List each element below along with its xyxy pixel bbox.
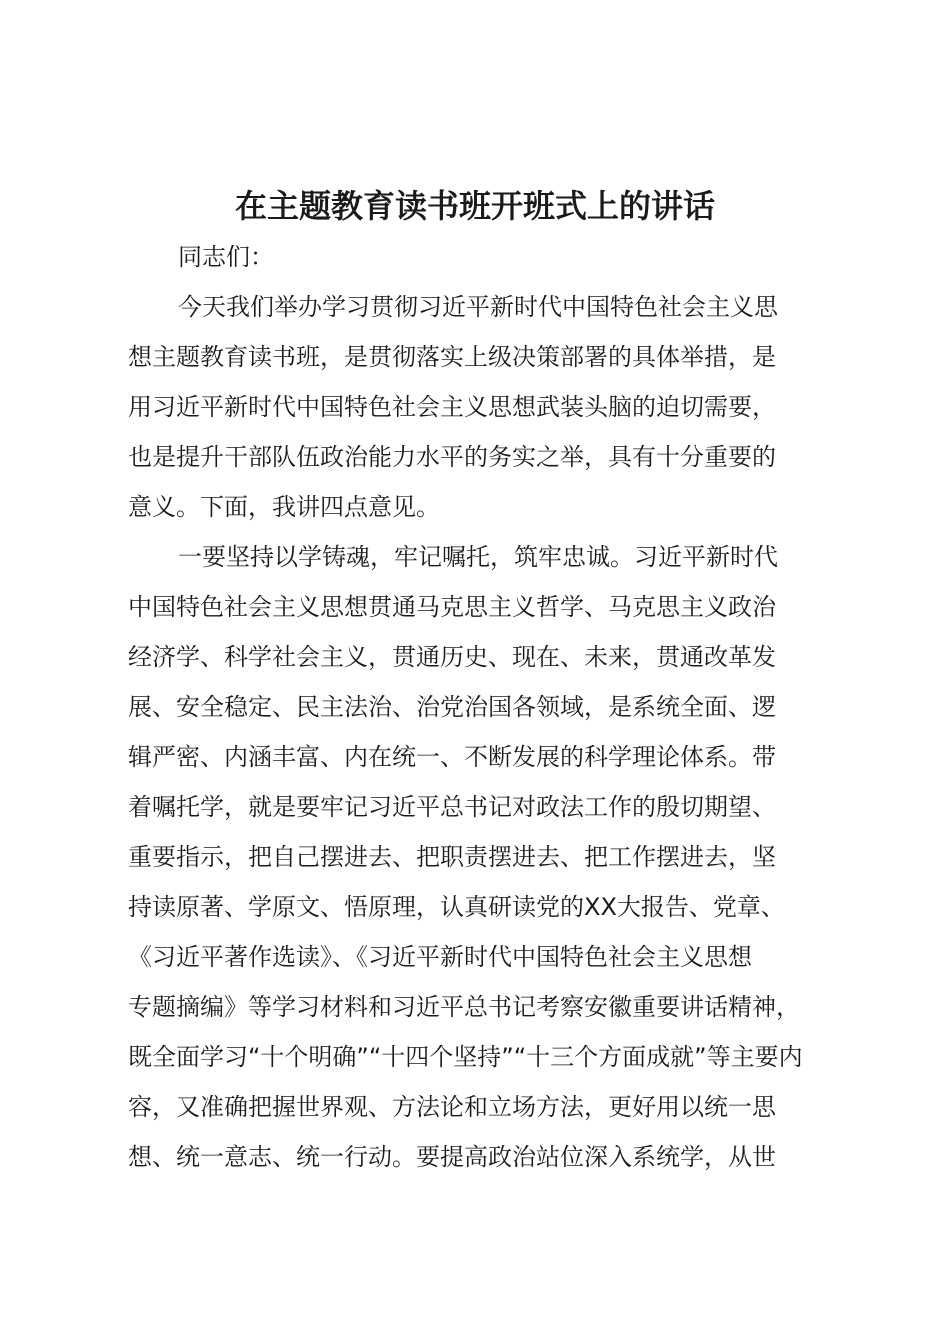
paragraph-line: 中国特色社会主义思想贯通马克思主义哲学、马克思主义政治 [128, 593, 776, 621]
paragraph-line: 展、安全稳定、民主法治、治党治国各领域，是系统全面、逻 [128, 693, 776, 721]
paragraph-line: 着嘱托学，就是要牢记习近平总书记对政法工作的殷切期望、 [128, 793, 776, 821]
paragraph-line: 想、统一意志、统一行动。要提高政治站位深入系统学，从世 [128, 1143, 776, 1171]
paragraph-line: 也是提升干部队伍政治能力水平的务实之举，具有十分重要的 [128, 443, 776, 471]
paragraph-line: 重要指示，把自己摆进去、把职责摆进去、把工作摆进去，坚 [128, 843, 776, 871]
paragraph-line: 容，又准确把握世界观、方法论和立场方法，更好用以统一思 [128, 1093, 776, 1121]
paragraph-line: 持读原著、学原文、悟原理，认真研读党的XX大报告、党章、 [128, 893, 785, 921]
paragraph-line: 既全面学习“十个明确”“十四个坚持”“十三个方面成就”等主要内 [128, 1043, 803, 1071]
document-title: 在主题教育读书班开班式上的讲话 [234, 187, 715, 225]
paragraph-line: 一要坚持以学铸魂，牢记嘱托，筑牢忠诚。习近平新时代 [178, 543, 778, 571]
document-body [128, 232, 828, 1182]
paragraph-line: 专题摘编》等学习材料和习近平总书记考察安徽重要讲话精神， [128, 993, 800, 1021]
paragraph-line: 意义。下面，我讲四点意见。 [128, 493, 440, 521]
paragraph-line: 《习近平著作选读》、《习近平新时代中国特色社会主义思想 [128, 943, 752, 971]
paragraph-line: 用习近平新时代中国特色社会主义思想武装头脑的迫切需要， [128, 393, 776, 421]
paragraph-line: 同志们： [178, 243, 274, 271]
paragraph-line: 今天我们举办学习贯彻习近平新时代中国特色社会主义思 [178, 293, 778, 321]
paragraph-line: 想主题教育读书班，是贯彻落实上级决策部署的具体举措，是 [128, 343, 776, 371]
paragraph-line: 经济学、科学社会主义，贯通历史、现在、未来，贯通改革发 [128, 643, 776, 671]
paragraph-line: 辑严密、内涵丰富、内在统一、不断发展的科学理论体系。带 [128, 743, 776, 771]
